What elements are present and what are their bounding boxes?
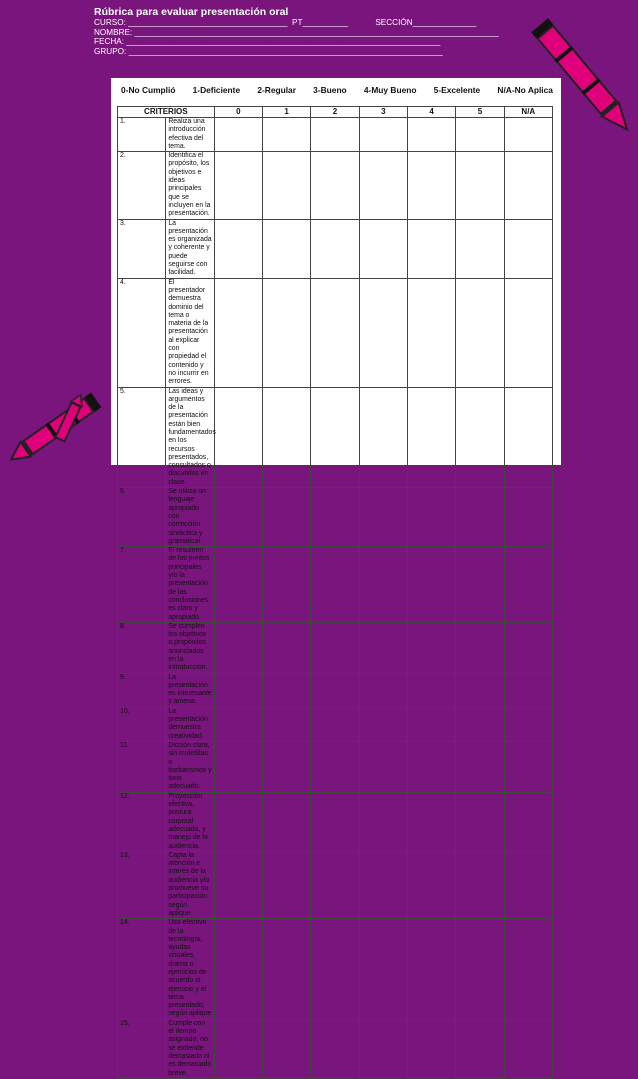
score-cell[interactable] [407, 219, 455, 278]
rating-scale [121, 85, 561, 95]
pencil-top-right-icon [536, 4, 638, 154]
scale-5: 5-Excelente [433, 85, 481, 95]
score-cell[interactable] [407, 1019, 455, 1078]
table-row [118, 673, 553, 707]
score-cell[interactable] [407, 118, 455, 152]
score-cell[interactable] [456, 1019, 504, 1078]
score-cell[interactable] [407, 622, 455, 673]
score-cell[interactable] [311, 707, 359, 741]
criterion-text: Cumple con el tiempo asignado; no se extiende demasiado ni es demasiado breve. [166, 1019, 214, 1078]
table-row [118, 707, 553, 741]
score-cell[interactable] [407, 851, 455, 918]
criterion-text: La presentación demuestra creatividad. [166, 707, 214, 741]
score-cell[interactable] [214, 547, 262, 623]
criterion-number: 2. [118, 152, 166, 219]
criterion-number: 5. [118, 387, 166, 488]
score-cell[interactable] [214, 152, 262, 219]
scale-1: 1-Deficiente [192, 85, 241, 95]
criterion-number: 11. [118, 741, 166, 792]
score-cell[interactable] [311, 673, 359, 707]
table-row [118, 219, 553, 278]
score-cell[interactable] [504, 622, 552, 673]
score-cell[interactable] [214, 387, 262, 488]
score-cell[interactable] [456, 387, 504, 488]
score-cell[interactable] [214, 741, 262, 792]
score-cell[interactable] [311, 547, 359, 623]
score-cell[interactable] [359, 741, 407, 792]
score-cell[interactable] [359, 707, 407, 741]
criterion-text: Identifica el propósito, los objetivos e ideas principales que se incluyen en la presentación. [166, 152, 214, 219]
score-cell[interactable] [262, 741, 310, 792]
criterion-number: 14. [118, 919, 166, 1020]
criterion-text: Las ideas y argumentos de la presentación están bien fundamentados en los recursos presentados, consultados o discutidos en clase. [166, 387, 214, 488]
criterion-number: 8. [118, 622, 166, 673]
score-cell[interactable] [456, 851, 504, 918]
table-row [118, 118, 553, 152]
criterion-number: 1. [118, 118, 166, 152]
score-cell[interactable] [456, 488, 504, 547]
score-cell[interactable] [359, 622, 407, 673]
table-row [118, 741, 553, 792]
score-cell[interactable] [504, 152, 552, 219]
score-cell[interactable] [504, 219, 552, 278]
criterion-text: Dicción clara, sin muletillas o barbarismos y tono adecuado. [166, 741, 214, 792]
score-cell[interactable] [262, 488, 310, 547]
score-cell[interactable] [504, 673, 552, 707]
score-cell[interactable] [214, 488, 262, 547]
header-5: 5 [456, 107, 504, 118]
scale-4: 4-Muy Bueno [363, 85, 417, 95]
table-row [118, 851, 553, 918]
score-cell[interactable] [262, 1019, 310, 1078]
header-na: N/A [504, 107, 552, 118]
score-cell[interactable] [311, 219, 359, 278]
criterion-text: La presentación es interesante y amena. [166, 673, 214, 707]
score-cell[interactable] [456, 622, 504, 673]
document-header [94, 6, 499, 56]
score-cell[interactable] [359, 547, 407, 623]
score-cell[interactable] [456, 219, 504, 278]
score-cell[interactable] [504, 278, 552, 387]
score-cell[interactable] [407, 278, 455, 387]
criterion-text: Realiza una introducción efectiva del tema. [166, 118, 214, 152]
score-cell[interactable] [359, 278, 407, 387]
score-cell[interactable] [214, 792, 262, 851]
scale-3: 3-Bueno [313, 85, 347, 95]
score-cell[interactable] [214, 622, 262, 673]
table-header-row [118, 107, 553, 118]
score-cell[interactable] [214, 278, 262, 387]
score-cell[interactable] [311, 741, 359, 792]
score-cell[interactable] [262, 118, 310, 152]
header-1: 1 [262, 107, 310, 118]
score-cell[interactable] [214, 219, 262, 278]
table-row [118, 1019, 553, 1078]
criterion-text: La presentación es organizada y coherente y puede seguirse con facilidad. [166, 219, 214, 278]
score-cell[interactable] [456, 673, 504, 707]
criterion-text: El resumen de los puntos principales y/o la presentación de las conclusiones es claro y apropiado. [166, 547, 214, 623]
score-cell[interactable] [456, 707, 504, 741]
score-cell[interactable] [311, 851, 359, 918]
score-cell[interactable] [214, 851, 262, 918]
rubric-table [117, 106, 553, 1079]
score-cell[interactable] [456, 792, 504, 851]
header-3: 3 [359, 107, 407, 118]
score-cell[interactable] [262, 278, 310, 387]
score-cell[interactable] [359, 219, 407, 278]
criterion-text: Se cumplen los objetivos o propósitos anunciados en la introducción. [166, 622, 214, 673]
criterion-number: 10. [118, 707, 166, 741]
score-cell[interactable] [407, 707, 455, 741]
score-cell[interactable] [407, 792, 455, 851]
score-cell[interactable] [456, 547, 504, 623]
score-cell[interactable] [456, 278, 504, 387]
score-cell[interactable] [311, 1019, 359, 1078]
grupo-line: GRUPO: _____________________________________________________________________ [94, 46, 443, 56]
criterion-number: 3. [118, 219, 166, 278]
header-2: 2 [311, 107, 359, 118]
score-cell[interactable] [311, 919, 359, 1020]
score-cell[interactable] [311, 152, 359, 219]
score-cell[interactable] [504, 792, 552, 851]
table-row [118, 622, 553, 673]
scale-na: N/A-No Aplica [497, 85, 553, 95]
score-cell[interactable] [311, 622, 359, 673]
table-row [118, 547, 553, 623]
header-4: 4 [407, 107, 455, 118]
score-cell[interactable] [214, 919, 262, 1020]
table-row [118, 488, 553, 547]
score-cell[interactable] [407, 387, 455, 488]
score-cell[interactable] [311, 792, 359, 851]
criterion-number: 6. [118, 488, 166, 547]
curso-line: CURSO: ___________________________________ PT__________ SECCIÓN______________ [94, 18, 477, 27]
score-cell[interactable] [407, 152, 455, 219]
score-cell[interactable] [504, 488, 552, 547]
score-cell[interactable] [262, 622, 310, 673]
table-row [118, 152, 553, 219]
page-title: Rúbrica para evaluar presentación oral [94, 6, 289, 18]
score-cell[interactable] [311, 387, 359, 488]
criterion-text: Capta la atención e interés de la audiencia y/o promueve su participación, según aplique. [166, 851, 214, 918]
criterion-number: 9. [118, 673, 166, 707]
score-cell[interactable] [311, 278, 359, 387]
score-cell[interactable] [407, 547, 455, 623]
score-cell[interactable] [214, 118, 262, 152]
criterion-number: 12. [118, 792, 166, 851]
table-row [118, 919, 553, 1020]
score-cell[interactable] [359, 152, 407, 219]
rubric-sheet [111, 78, 561, 1077]
score-cell[interactable] [407, 488, 455, 547]
criterion-text: Proyección efectiva, postura corporal adecuada, y manejo de la audiencia. [166, 792, 214, 851]
score-cell[interactable] [407, 673, 455, 707]
score-cell[interactable] [262, 851, 310, 918]
table-row [118, 387, 553, 488]
score-cell[interactable] [359, 387, 407, 488]
nombre-line: NOMBRE: ________________________________________________________________________________ [94, 27, 499, 37]
score-cell[interactable] [504, 851, 552, 918]
score-cell[interactable] [262, 707, 310, 741]
score-cell[interactable] [504, 741, 552, 792]
score-cell[interactable] [262, 547, 310, 623]
scale-0: 0-No Cumplió [121, 85, 176, 95]
score-cell[interactable] [359, 488, 407, 547]
score-cell[interactable] [311, 488, 359, 547]
header-criterios: CRITERIOS [118, 107, 215, 118]
score-cell[interactable] [359, 673, 407, 707]
score-cell[interactable] [359, 851, 407, 918]
rubric-body [118, 118, 553, 1079]
scale-2: 2-Regular [257, 85, 296, 95]
score-cell[interactable] [262, 792, 310, 851]
score-cell[interactable] [262, 919, 310, 1020]
header-0: 0 [214, 107, 262, 118]
score-cell[interactable] [262, 387, 310, 488]
criterion-number: 15. [118, 1019, 166, 1078]
table-row [118, 278, 553, 387]
criterion-number: 7. [118, 547, 166, 623]
score-cell[interactable] [456, 152, 504, 219]
score-cell[interactable] [262, 673, 310, 707]
score-cell[interactable] [456, 919, 504, 1020]
table-row [118, 792, 553, 851]
score-cell[interactable] [214, 1019, 262, 1078]
fecha-line: FECHA: _____________________________________________________________________ [94, 37, 441, 47]
score-cell[interactable] [504, 919, 552, 1020]
criterion-number: 4. [118, 278, 166, 387]
score-cell[interactable] [311, 118, 359, 152]
score-cell[interactable] [504, 387, 552, 488]
criterion-text: Se utiliza un lenguaje apropiado con corrección sintáctica y gramatical. [166, 488, 214, 547]
score-cell[interactable] [504, 707, 552, 741]
pencil-small-bottom-left-icon [48, 392, 88, 452]
score-cell[interactable] [456, 118, 504, 152]
score-cell[interactable] [456, 741, 504, 792]
score-cell[interactable] [407, 919, 455, 1020]
score-cell[interactable] [359, 118, 407, 152]
score-cell[interactable] [359, 792, 407, 851]
score-cell[interactable] [214, 707, 262, 741]
score-cell[interactable] [359, 1019, 407, 1078]
criterion-text: Uso efectivo de la tecnología, ayudas visuales, drama o ejercicios de acuerdo al ejercicio y el tema presentado, según aplique [166, 919, 214, 1020]
score-cell[interactable] [214, 673, 262, 707]
score-cell[interactable] [262, 152, 310, 219]
score-cell[interactable] [504, 547, 552, 623]
criterion-number: 13. [118, 851, 166, 918]
criterion-text: El presentador demuestra dominio del tema o materia de la presentación al explicar con propiedad el contenido y no incurrir en errores. [166, 278, 214, 387]
score-cell[interactable] [262, 219, 310, 278]
score-cell[interactable] [504, 1019, 552, 1078]
score-cell[interactable] [359, 919, 407, 1020]
score-cell[interactable] [407, 741, 455, 792]
